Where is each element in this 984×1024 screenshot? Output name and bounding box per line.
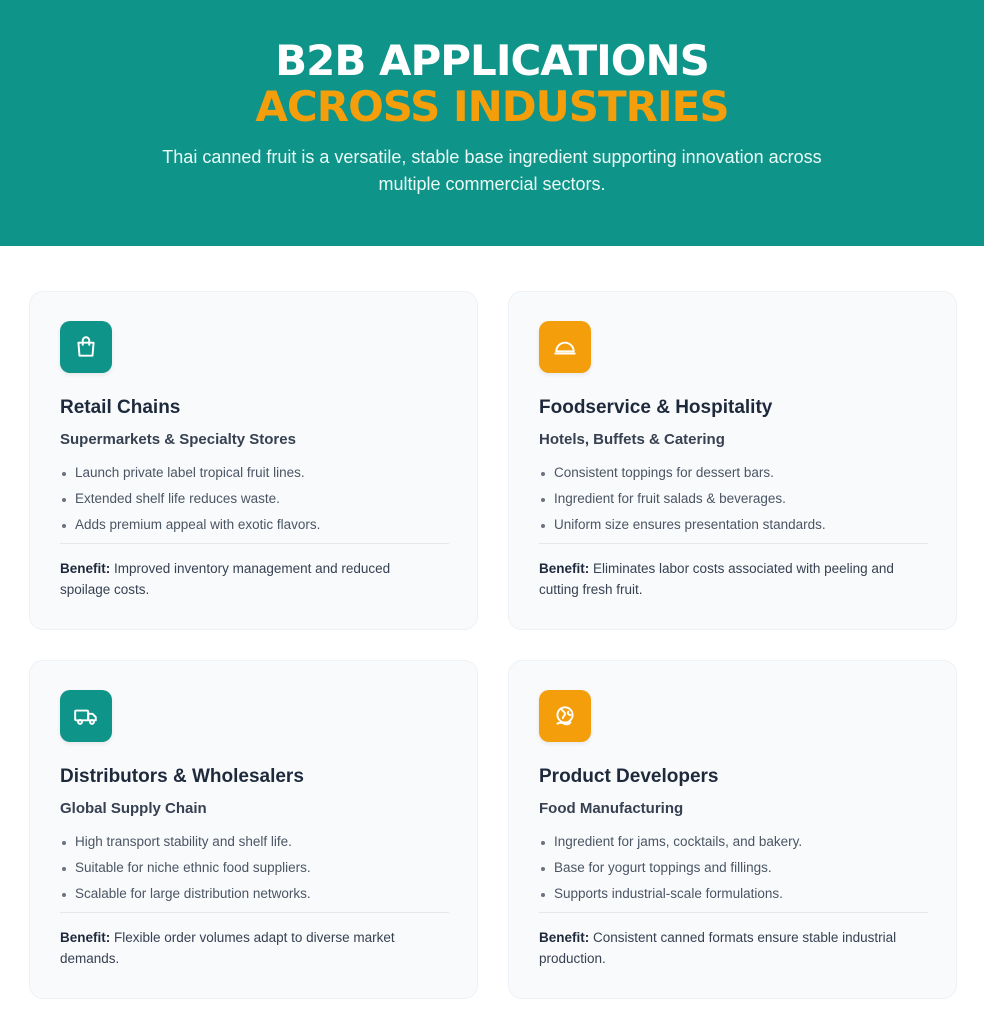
page-subtitle: Thai canned fruit is a versatile, stable base ingredient supporting innovation across multiple commercial sectors. (162, 147, 822, 194)
truck-icon (60, 690, 112, 742)
list-item: Suitable for niche ethnic food suppliers. (60, 855, 311, 881)
card-title: Foodservice & Hospitality (539, 397, 773, 418)
bullet-list (60, 460, 320, 538)
card-distributors-wholesalers (29, 660, 478, 999)
divider (539, 543, 928, 544)
benefit-text (60, 927, 440, 969)
card-subtitle: Global Supply Chain (60, 800, 207, 817)
list-item: Scalable for large distribution networks. (60, 881, 311, 907)
list-item: Adds premium appeal with exotic flavors. (60, 512, 320, 538)
benefit-value: Consistent canned formats ensure stable industrial production. (539, 930, 897, 966)
benefit-label: Benefit: (60, 930, 111, 945)
divider (60, 912, 449, 913)
card-subtitle: Supermarkets & Specialty Stores (60, 431, 296, 448)
card-product-developers (508, 660, 957, 999)
benefit-value: Eliminates labor costs associated with peeling and cutting fresh fruit. (539, 561, 894, 597)
list-item: Extended shelf life reduces waste. (60, 486, 320, 512)
card-title: Product Developers (539, 766, 719, 787)
page-title-line2: ACROSS INDUSTRIES (255, 82, 729, 131)
globe-hand-icon (539, 690, 591, 742)
divider (60, 543, 449, 544)
benefit-text (60, 558, 440, 600)
card-title: Retail Chains (60, 397, 181, 418)
benefit-label: Benefit: (539, 561, 590, 576)
benefit-label: Benefit: (60, 561, 111, 576)
bullet-list (539, 829, 802, 907)
list-item: Uniform size ensures presentation standards. (539, 512, 826, 538)
page-title-line1: B2B APPLICATIONS (275, 36, 709, 85)
bullet-list (60, 829, 311, 907)
benefit-text (539, 927, 919, 969)
bullet-list (539, 460, 826, 538)
benefit-value: Improved inventory management and reduced spoilage costs. (60, 561, 391, 597)
list-item: Ingredient for fruit salads & beverages. (539, 486, 826, 512)
list-item: Launch private label tropical fruit lines. (60, 460, 320, 486)
list-item: Base for yogurt toppings and fillings. (539, 855, 802, 881)
page-title (0, 38, 984, 130)
list-item: Supports industrial-scale formulations. (539, 881, 802, 907)
benefit-value: Flexible order volumes adapt to diverse market demands. (60, 930, 395, 966)
card-retail-chains (29, 291, 478, 630)
card-title: Distributors & Wholesalers (60, 766, 304, 787)
list-item: Ingredient for jams, cocktails, and bakery. (539, 829, 802, 855)
divider (539, 912, 928, 913)
shopping-bag-icon (60, 321, 112, 373)
cloche-icon (539, 321, 591, 373)
card-foodservice-hospitality (508, 291, 957, 630)
card-subtitle: Food Manufacturing (539, 800, 684, 817)
benefit-text (539, 558, 919, 600)
card-subtitle: Hotels, Buffets & Catering (539, 431, 725, 448)
benefit-label: Benefit: (539, 930, 590, 945)
hero-banner (0, 0, 984, 246)
list-item: High transport stability and shelf life. (60, 829, 311, 855)
list-item: Consistent toppings for dessert bars. (539, 460, 826, 486)
